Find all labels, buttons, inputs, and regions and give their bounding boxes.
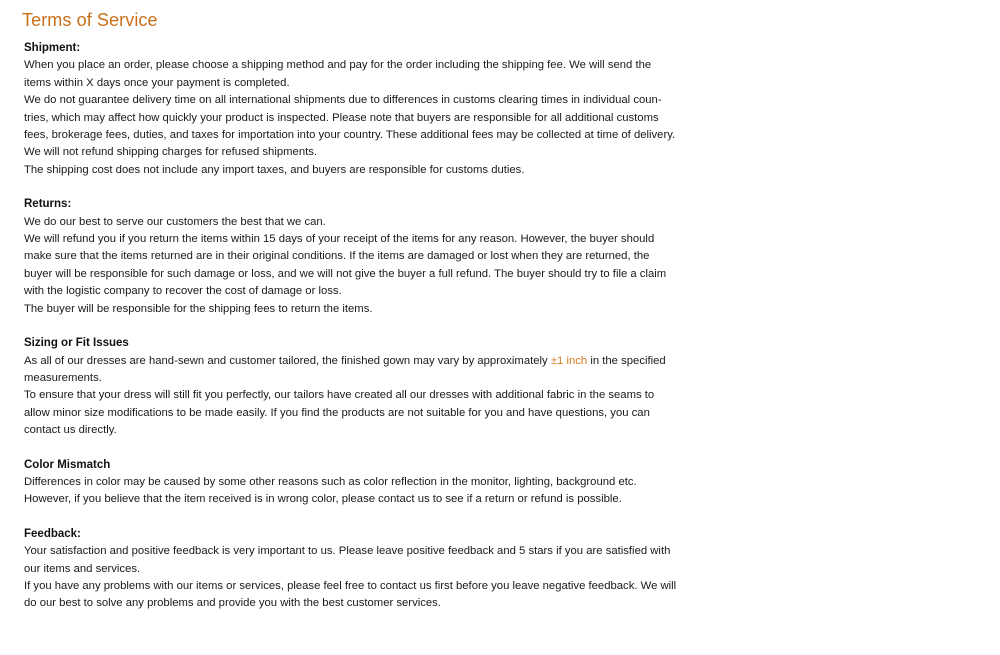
section-body-feedback <box>24 543 714 613</box>
terms-content <box>24 40 714 630</box>
section-body-returns <box>24 214 714 318</box>
section-shipment <box>24 40 714 179</box>
section-feedback <box>24 526 714 613</box>
paragraph-line-with-measure <box>24 353 714 370</box>
section-heading-returns: Returns: <box>24 198 72 211</box>
paragraph-line: contact us directly. <box>24 424 117 437</box>
paragraph-line: We will refund you if you return the items within 15 days of your receipt of the items for any reason. However, the buyer should <box>24 233 655 246</box>
paragraph-line: We will not refund shipping charges for refused shipments. <box>24 146 318 159</box>
paragraph-line: fees, brokerage fees, duties, and taxes for importation into your country. These additional fees may be collected at time of delivery. <box>24 129 676 142</box>
section-returns <box>24 196 714 318</box>
paragraph-line: buyer will be responsible for such damage or loss, and we will not give the buyer a full refund. The buyer should try to file a claim <box>24 267 667 280</box>
section-sizing <box>24 335 714 439</box>
paragraph-line: However, if you believe that the item received is in wrong color, please contact us to see if a return or refund is possible. <box>24 493 622 506</box>
section-body-color <box>24 474 714 509</box>
section-body-shipment <box>24 57 714 179</box>
paragraph-line: make sure that the items returned are in their original conditions. If the items are damaged or lost when they are returned, the <box>24 250 650 263</box>
section-heading-color: Color Mismatch <box>24 458 111 471</box>
paragraph-line: with the logistic company to recover the cost of damage or loss. <box>24 285 342 298</box>
section-body-sizing <box>24 353 714 440</box>
section-heading-feedback: Feedback: <box>24 527 81 540</box>
paragraph-line: The buyer will be responsible for the shipping fees to return the items. <box>24 302 373 315</box>
sizing-text-before: As all of our dresses are hand-sewn and customer tailored, the finished gown may vary by approximately <box>24 354 551 367</box>
paragraph-line: tries, which may affect how quickly your product is inspected. Please note that buyers are responsible for all additional customs <box>24 111 659 124</box>
paragraph-line: We do our best to serve our customers the best that we can. <box>24 215 326 228</box>
paragraph-line: To ensure that your dress will still fit you perfectly, our tailors have created all our dresses with additional fabric in the seams to <box>24 389 655 402</box>
section-color <box>24 457 714 509</box>
tolerance-highlight: ±1 inch <box>550 354 588 367</box>
paragraph-line: our items and services. <box>24 562 141 575</box>
paragraph-line: When you place an order, please choose a shipping method and pay for the order including the shipping fee. We will send the <box>24 59 652 72</box>
paragraph-line: The shipping cost does not include any import taxes, and buyers are responsible for customs duties. <box>24 163 525 176</box>
paragraph-line: Your satisfaction and positive feedback is very important to us. Please leave positive feedback and 5 stars if you are satisfied with <box>24 545 671 558</box>
page-title: Terms of Service <box>22 10 158 30</box>
paragraph-line: allow minor size modifications to be made easily. If you find the products are not suitable for you and have questions, you can <box>24 406 650 419</box>
paragraph-line: We do not guarantee delivery time on all international shipments due to differences in customs clearing times in individual coun- <box>24 94 662 107</box>
section-heading-sizing: Sizing or Fit Issues <box>24 337 129 350</box>
paragraph-line: items within X days once your payment is completed. <box>24 76 290 89</box>
paragraph-line: measurements. <box>24 371 102 384</box>
section-heading-shipment: Shipment: <box>24 42 81 54</box>
sizing-text-after: in the specified <box>587 354 666 367</box>
paragraph-line: Differences in color may be caused by some other reasons such as color reflection in the monitor, lighting, background etc. <box>24 475 637 488</box>
paragraph-line: If you have any problems with our items or services, please feel free to contact us first before you leave negative feedback. We will <box>24 579 677 592</box>
paragraph-line: do our best to solve any problems and provide you with the best customer services. <box>24 597 441 610</box>
